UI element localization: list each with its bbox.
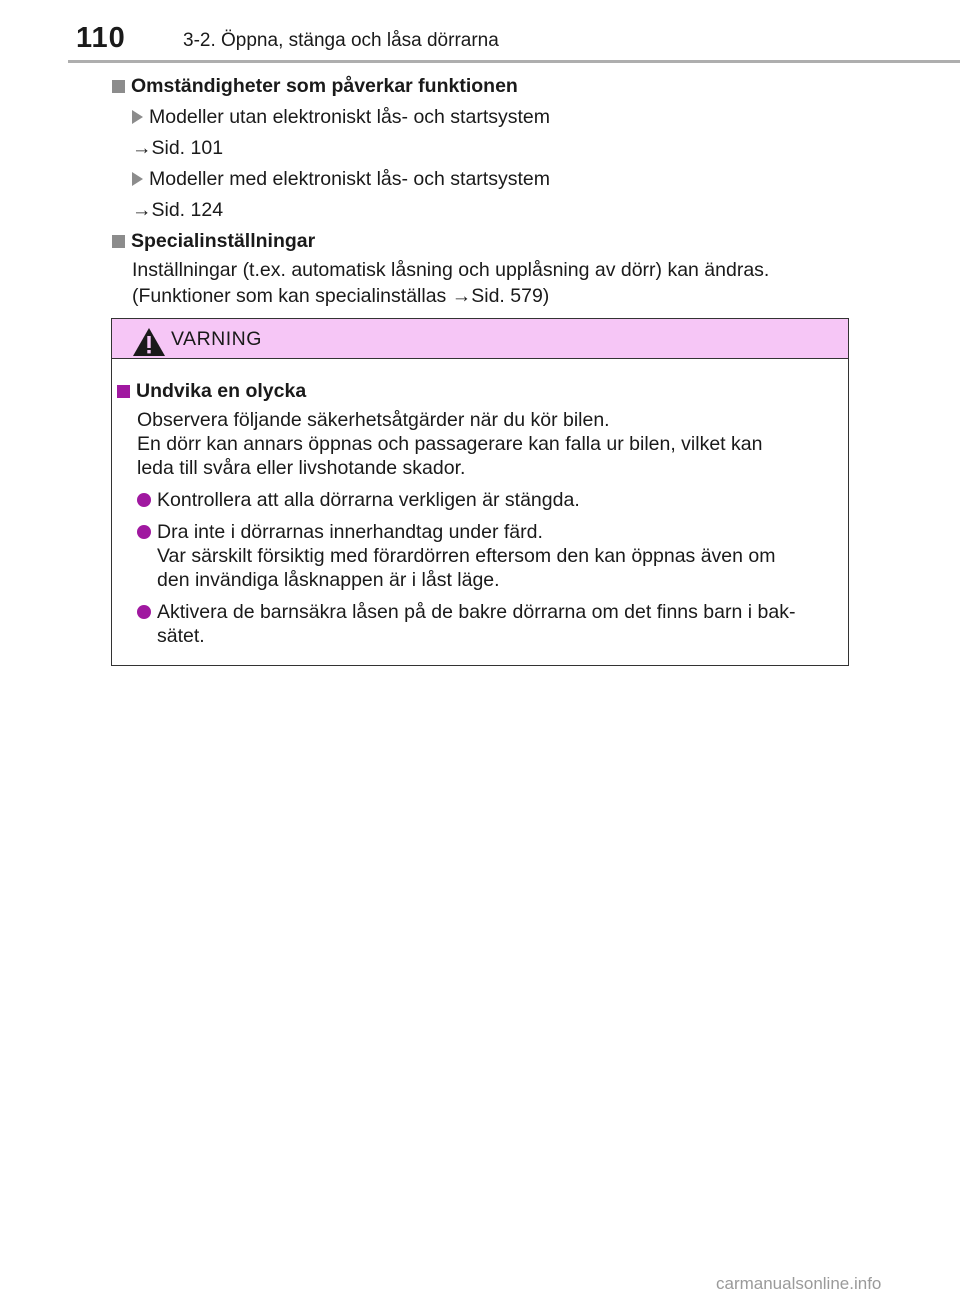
page-reference-link[interactable]: Sid. 579) <box>471 285 550 307</box>
section-heading <box>112 229 850 253</box>
warning-bullet <box>137 520 840 592</box>
warning-heading <box>117 379 840 403</box>
triangle-bullet-icon <box>132 172 143 186</box>
square-bullet-icon <box>117 385 130 398</box>
paragraph-line: Inställningar (t.ex. automatisk låsning och upplåsning av dörr) kan ändras. <box>132 259 770 281</box>
circle-bullet-icon <box>137 605 151 619</box>
square-bullet-icon <box>112 80 125 93</box>
model-item <box>132 105 850 129</box>
circle-bullet-icon <box>137 525 151 539</box>
paragraph-line: En dörr kan annars öppnas och passagerare kan falla ur bilen, vilket kan <box>137 433 763 455</box>
heading-text: Omständigheter som påverkar funktionen <box>131 75 518 97</box>
bullet-line: sätet. <box>157 625 205 647</box>
main-content <box>112 74 850 309</box>
bullet-text <box>157 600 840 648</box>
page-header <box>0 0 960 70</box>
page-reference <box>132 198 850 222</box>
heading-text: Undvika en olycka <box>136 380 307 402</box>
circle-bullet-icon <box>137 493 151 507</box>
section-heading <box>112 74 850 98</box>
paragraph-text: (Funktioner som kan specialinställas <box>132 285 452 307</box>
arrow-icon: → <box>132 137 152 159</box>
warning-bullet <box>137 600 840 648</box>
heading-text: Specialinställningar <box>131 230 316 252</box>
section-title: 3-2. Öppna, stänga och låsa dörrarna <box>183 30 499 51</box>
bullet-text <box>157 488 840 512</box>
bullet-line: Kontrollera att alla dörrarna verkligen är stängda. <box>157 489 580 511</box>
warning-triangle-icon <box>132 327 166 357</box>
page-reference-link[interactable]: Sid. 101 <box>151 137 224 159</box>
arrow-icon: → <box>451 285 472 307</box>
warning-body <box>112 359 848 648</box>
paragraph-line: Observera följande säkerhetsåtgärder när du kör bilen. <box>137 409 610 431</box>
warning-header <box>112 319 848 359</box>
paragraph-line: leda till svåra eller livshotande skador. <box>137 457 466 479</box>
warning-bullet <box>137 488 840 512</box>
warning-title: VARNING <box>171 328 262 350</box>
model-label: Modeller utan elektroniskt lås- och startsystem <box>149 106 550 128</box>
square-bullet-icon <box>112 235 125 248</box>
bullet-line: den invändiga låsknappen är i låst läge. <box>157 569 500 591</box>
page-reference <box>132 136 850 160</box>
paragraph-line <box>132 283 850 309</box>
triangle-bullet-icon <box>132 110 143 124</box>
settings-paragraph <box>132 257 850 309</box>
page-reference-link[interactable]: Sid. 124 <box>151 199 224 221</box>
model-item <box>132 167 850 191</box>
watermark: carmanualsonline.info <box>716 1274 882 1293</box>
header-rule <box>68 60 960 63</box>
warning-box <box>111 318 849 666</box>
model-label: Modeller med elektroniskt lås- och startsystem <box>149 168 550 190</box>
bullet-line: Var särskilt försiktig med förardörren eftersom den kan öppnas även om <box>157 545 776 567</box>
warning-paragraph <box>137 408 840 480</box>
bullet-line: Dra inte i dörrarnas innerhandtag under färd. <box>157 521 543 543</box>
bullet-line: Aktivera de barnsäkra låsen på de bakre dörrarna om det finns barn i bak- <box>157 601 796 623</box>
page-number: 110 <box>76 22 126 54</box>
bullet-text <box>157 520 840 592</box>
arrow-icon: → <box>132 199 152 221</box>
